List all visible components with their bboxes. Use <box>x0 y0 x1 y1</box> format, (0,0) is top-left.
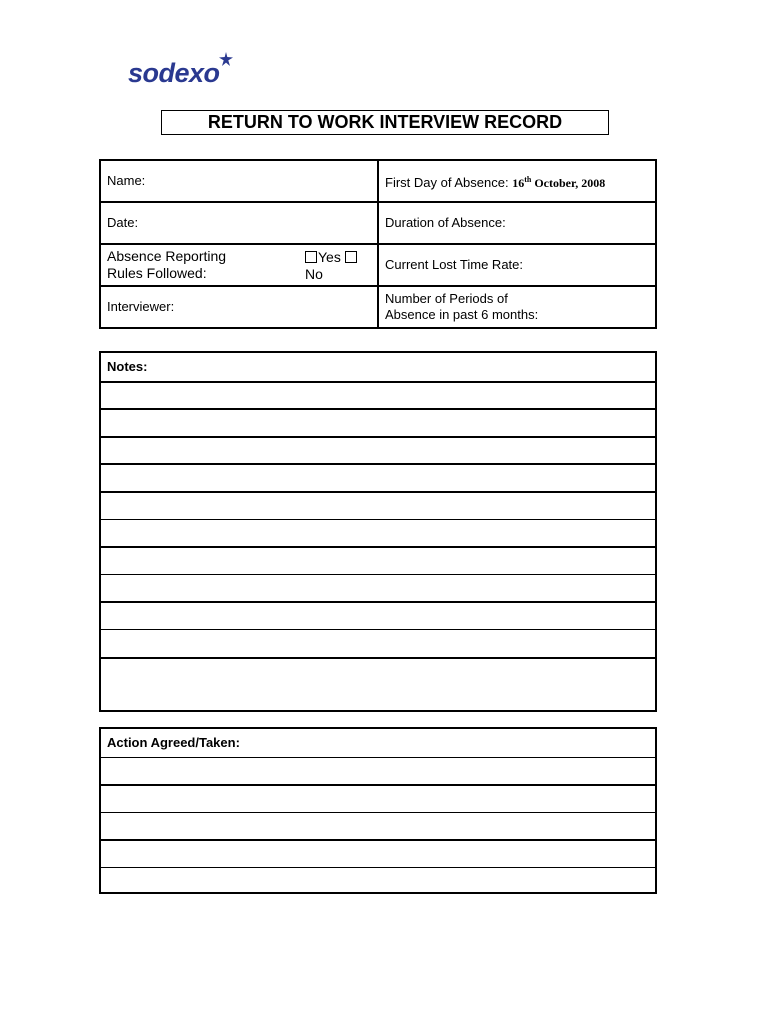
first-day-cell[interactable] <box>378 160 656 202</box>
yes-label: Yes <box>318 249 341 265</box>
lost-time-label: Current Lost Time Rate: <box>385 257 523 272</box>
interviewer-label: Interviewer: <box>107 299 175 314</box>
yes-checkbox[interactable] <box>305 251 317 263</box>
notes-line[interactable] <box>101 436 655 464</box>
name-label: Name: <box>107 173 146 188</box>
first-day-label: First Day of Absence: <box>385 174 509 190</box>
notes-line[interactable] <box>101 491 655 519</box>
name-cell[interactable] <box>100 160 378 202</box>
notes-line[interactable] <box>101 408 655 436</box>
notes-header-row <box>101 353 655 381</box>
action-header-row <box>101 729 655 757</box>
absence-rules-cell <box>100 244 378 286</box>
star-icon <box>219 52 233 66</box>
action-section <box>99 727 657 894</box>
notes-line[interactable] <box>101 657 655 685</box>
absence-rules-label: Absence Reporting Rules Followed: <box>107 248 227 281</box>
form-title: RETURN TO WORK INTERVIEW RECORD <box>161 110 609 135</box>
notes-line[interactable] <box>101 381 655 409</box>
action-line[interactable] <box>101 839 655 867</box>
notes-section <box>99 351 657 712</box>
periods-label: Number of Periods of Absence in past 6 months: <box>385 291 539 322</box>
action-line[interactable] <box>101 784 655 812</box>
action-line[interactable] <box>101 867 655 895</box>
action-line[interactable] <box>101 757 655 785</box>
no-label: No <box>305 266 323 282</box>
notes-line[interactable] <box>101 574 655 602</box>
lost-time-cell[interactable] <box>378 244 656 286</box>
no-checkbox[interactable] <box>345 251 357 263</box>
first-day-value: 16th October, 2008 <box>512 174 606 190</box>
notes-line[interactable] <box>101 629 655 657</box>
periods-cell[interactable] <box>378 286 656 328</box>
date-cell[interactable] <box>100 202 378 244</box>
duration-label: Duration of Absence: <box>385 215 506 230</box>
notes-line[interactable] <box>101 463 655 491</box>
interviewer-cell[interactable] <box>100 286 378 328</box>
notes-line[interactable] <box>101 601 655 629</box>
action-label: Action Agreed/Taken: <box>107 735 240 750</box>
notes-line[interactable] <box>101 519 655 547</box>
notes-label: Notes: <box>107 359 148 374</box>
notes-line[interactable] <box>101 546 655 574</box>
duration-cell[interactable] <box>378 202 656 244</box>
sodexo-logo <box>128 52 248 92</box>
info-table <box>99 159 657 329</box>
date-label: Date: <box>107 215 139 230</box>
logo-text: sodexo <box>128 58 220 88</box>
action-line[interactable] <box>101 812 655 840</box>
yes-no-options <box>305 249 358 283</box>
